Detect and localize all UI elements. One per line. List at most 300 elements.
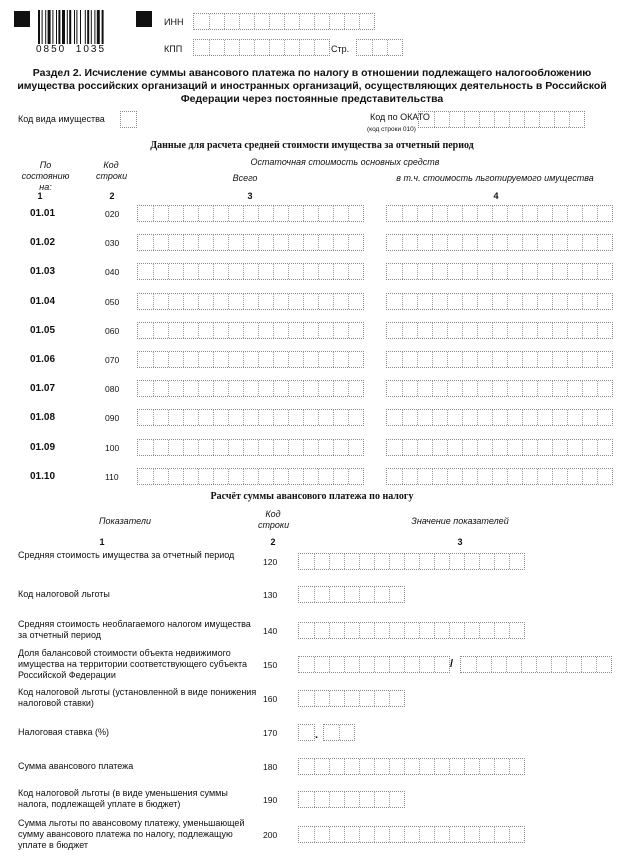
input-cell[interactable] [333,323,348,338]
input-cell[interactable] [522,294,537,309]
input-cell[interactable] [507,264,522,279]
input-cell[interactable] [492,440,507,455]
input-cell[interactable] [404,623,419,638]
input-cell[interactable] [299,40,314,55]
input-cell[interactable] [348,323,363,338]
input-cell[interactable] [494,112,509,127]
input-cell[interactable] [314,759,329,774]
input-cell[interactable] [522,381,537,396]
input-cell[interactable] [389,657,404,672]
input-cell[interactable] [318,206,333,221]
input-cell[interactable] [303,469,318,484]
input-cell[interactable] [462,469,477,484]
input-cell[interactable] [333,264,348,279]
input-cell[interactable] [359,691,374,706]
input-cell[interactable] [288,206,303,221]
input-cell[interactable] [314,554,329,569]
input-cell[interactable] [359,623,374,638]
input-cell[interactable] [402,264,417,279]
input-cell[interactable] [552,294,567,309]
input-cell[interactable] [372,40,387,55]
input-cell[interactable] [552,410,567,425]
input-cell[interactable] [461,657,476,672]
input-cell[interactable] [432,235,447,250]
value-field[interactable] [298,758,525,775]
input-cell[interactable] [507,294,522,309]
input-cell[interactable] [462,381,477,396]
input-cell[interactable] [288,469,303,484]
input-cell[interactable] [243,381,258,396]
exempt-value-field[interactable] [386,205,613,222]
input-cell[interactable] [329,792,344,807]
input-cell[interactable] [419,623,434,638]
input-cell[interactable] [324,725,339,740]
input-cell[interactable] [447,294,462,309]
input-cell[interactable] [419,112,434,127]
input-cell[interactable] [318,235,333,250]
input-cell[interactable] [198,469,213,484]
input-cell[interactable] [239,14,254,29]
input-cell[interactable] [389,691,404,706]
input-cell[interactable] [477,469,492,484]
input-cell[interactable] [537,352,552,367]
input-cell[interactable] [138,410,153,425]
input-cell[interactable] [417,381,432,396]
input-cell[interactable] [492,469,507,484]
input-cell[interactable] [404,827,419,842]
input-cell[interactable] [491,657,506,672]
input-cell[interactable] [333,294,348,309]
input-cell[interactable] [464,759,479,774]
input-cell[interactable] [522,469,537,484]
input-cell[interactable] [258,440,273,455]
input-cell[interactable] [273,440,288,455]
input-cell[interactable] [183,352,198,367]
input-cell[interactable] [387,323,402,338]
total-value-field[interactable] [137,234,364,251]
input-cell[interactable] [402,352,417,367]
input-cell[interactable] [344,792,359,807]
input-cell[interactable] [359,587,374,602]
input-cell[interactable] [387,352,402,367]
input-cell[interactable] [198,440,213,455]
input-cell[interactable] [402,469,417,484]
input-cell[interactable] [273,206,288,221]
input-cell[interactable] [447,381,462,396]
input-cell[interactable] [333,206,348,221]
input-cell[interactable] [153,294,168,309]
input-cell[interactable] [477,352,492,367]
input-cell[interactable] [318,440,333,455]
input-cell[interactable] [243,264,258,279]
input-cell[interactable] [243,206,258,221]
input-cell[interactable] [344,691,359,706]
input-cell[interactable] [447,323,462,338]
input-cell[interactable] [447,469,462,484]
exempt-value-field[interactable] [386,234,613,251]
input-cell[interactable] [333,381,348,396]
input-cell[interactable] [374,554,389,569]
input-cell[interactable] [447,264,462,279]
input-cell[interactable] [567,440,582,455]
input-cell[interactable] [402,381,417,396]
input-cell[interactable] [198,294,213,309]
input-cell[interactable] [597,352,612,367]
input-cell[interactable] [464,112,479,127]
input-cell[interactable] [329,14,344,29]
input-cell[interactable] [522,352,537,367]
input-cell[interactable] [374,587,389,602]
input-cell[interactable] [228,381,243,396]
input-cell[interactable] [507,235,522,250]
input-cell[interactable] [273,352,288,367]
input-cell[interactable] [522,323,537,338]
input-cell[interactable] [417,440,432,455]
input-cell[interactable] [597,264,612,279]
input-cell[interactable] [344,657,359,672]
input-cell[interactable] [168,440,183,455]
input-cell[interactable] [213,381,228,396]
input-cell[interactable] [477,410,492,425]
total-value-field[interactable] [137,380,364,397]
input-cell[interactable] [314,40,329,55]
input-cell[interactable] [432,352,447,367]
input-cell[interactable] [537,264,552,279]
input-cell[interactable] [434,112,449,127]
input-cell[interactable] [419,657,434,672]
input-cell[interactable] [359,657,374,672]
input-cell[interactable] [258,469,273,484]
input-cell[interactable] [318,352,333,367]
input-cell[interactable] [567,352,582,367]
input-cell[interactable] [348,264,363,279]
input-cell[interactable] [183,381,198,396]
input-cell[interactable] [494,623,509,638]
input-cell[interactable] [582,264,597,279]
input-cell[interactable] [243,440,258,455]
input-cell[interactable] [509,827,524,842]
input-cell[interactable] [314,827,329,842]
input-cell[interactable] [492,206,507,221]
input-cell[interactable] [314,587,329,602]
value-field[interactable] [298,656,450,673]
input-cell[interactable] [389,587,404,602]
input-cell[interactable] [299,657,314,672]
input-cell[interactable] [432,323,447,338]
input-cell[interactable] [552,206,567,221]
value-field[interactable] [298,826,525,843]
input-cell[interactable] [402,206,417,221]
input-cell[interactable] [348,381,363,396]
input-cell[interactable] [318,323,333,338]
input-cell[interactable] [597,206,612,221]
input-cell[interactable] [213,323,228,338]
input-cell[interactable] [183,469,198,484]
input-cell[interactable] [492,410,507,425]
input-cell[interactable] [567,206,582,221]
input-cell[interactable] [213,410,228,425]
input-cell[interactable] [449,112,464,127]
input-cell[interactable] [348,206,363,221]
input-cell[interactable] [213,440,228,455]
input-cell[interactable] [273,469,288,484]
input-cell[interactable] [402,294,417,309]
input-cell[interactable] [447,352,462,367]
input-cell[interactable] [507,352,522,367]
total-value-field[interactable] [137,439,364,456]
input-cell[interactable] [477,264,492,279]
exempt-value-field[interactable] [386,380,613,397]
input-cell[interactable] [303,206,318,221]
input-cell[interactable] [597,469,612,484]
input-cell[interactable] [228,410,243,425]
inn-field[interactable] [193,13,375,30]
input-cell[interactable] [198,323,213,338]
input-cell[interactable] [492,352,507,367]
input-cell[interactable] [198,352,213,367]
exempt-value-field[interactable] [386,468,613,485]
input-cell[interactable] [243,235,258,250]
input-cell[interactable] [567,469,582,484]
input-cell[interactable] [329,759,344,774]
input-cell[interactable] [344,14,359,29]
input-cell[interactable] [344,554,359,569]
input-cell[interactable] [387,469,402,484]
input-cell[interactable] [582,294,597,309]
input-cell[interactable] [417,206,432,221]
input-cell[interactable] [582,440,597,455]
exempt-value-field[interactable] [386,351,613,368]
input-cell[interactable] [209,14,224,29]
input-cell[interactable] [449,759,464,774]
input-cell[interactable] [509,554,524,569]
input-cell[interactable] [494,759,509,774]
input-cell[interactable] [507,323,522,338]
input-cell[interactable] [299,759,314,774]
input-cell[interactable] [597,410,612,425]
input-cell[interactable] [168,381,183,396]
input-cell[interactable] [224,40,239,55]
input-cell[interactable] [333,352,348,367]
input-cell[interactable] [492,264,507,279]
input-cell[interactable] [552,235,567,250]
input-cell[interactable] [374,623,389,638]
input-cell[interactable] [348,294,363,309]
total-value-field[interactable] [137,468,364,485]
input-cell[interactable] [284,40,299,55]
input-cell[interactable] [462,235,477,250]
input-cell[interactable] [284,14,299,29]
input-cell[interactable] [492,381,507,396]
input-cell[interactable] [209,40,224,55]
input-cell[interactable] [449,827,464,842]
input-cell[interactable] [318,264,333,279]
input-cell[interactable] [329,623,344,638]
input-cell[interactable] [314,623,329,638]
input-cell[interactable] [288,235,303,250]
input-cell[interactable] [288,264,303,279]
input-cell[interactable] [333,440,348,455]
input-cell[interactable] [479,623,494,638]
input-cell[interactable] [387,206,402,221]
input-cell[interactable] [138,323,153,338]
input-cell[interactable] [299,623,314,638]
input-cell[interactable] [213,294,228,309]
input-cell[interactable] [522,206,537,221]
input-cell[interactable] [537,323,552,338]
input-cell[interactable] [434,759,449,774]
input-cell[interactable] [314,14,329,29]
input-cell[interactable] [387,440,402,455]
input-cell[interactable] [402,410,417,425]
input-cell[interactable] [138,381,153,396]
input-cell[interactable] [506,657,521,672]
input-cell[interactable] [299,691,314,706]
input-cell[interactable] [387,410,402,425]
input-cell[interactable] [566,657,581,672]
input-cell[interactable] [404,554,419,569]
input-cell[interactable] [198,235,213,250]
input-cell[interactable] [168,264,183,279]
input-cell[interactable] [303,440,318,455]
input-cell[interactable] [537,410,552,425]
input-cell[interactable] [581,657,596,672]
input-cell[interactable] [389,623,404,638]
input-cell[interactable] [359,554,374,569]
input-cell[interactable] [404,657,419,672]
value-field[interactable] [460,656,612,673]
input-cell[interactable] [333,235,348,250]
input-cell[interactable] [552,352,567,367]
input-cell[interactable] [213,352,228,367]
input-cell[interactable] [477,294,492,309]
input-cell[interactable] [288,381,303,396]
input-cell[interactable] [521,657,536,672]
input-cell[interactable] [582,235,597,250]
input-cell[interactable] [524,112,539,127]
input-cell[interactable] [183,264,198,279]
input-cell[interactable] [303,264,318,279]
input-cell[interactable] [198,264,213,279]
input-cell[interactable] [273,381,288,396]
input-cell[interactable] [213,235,228,250]
input-cell[interactable] [299,725,314,740]
input-cell[interactable] [597,235,612,250]
input-cell[interactable] [168,323,183,338]
input-cell[interactable] [303,235,318,250]
input-cell[interactable] [387,294,402,309]
input-cell[interactable] [374,691,389,706]
exempt-value-field[interactable] [386,439,613,456]
input-cell[interactable] [183,440,198,455]
input-cell[interactable] [183,235,198,250]
input-cell[interactable] [389,759,404,774]
input-cell[interactable] [359,14,374,29]
input-cell[interactable] [344,827,359,842]
input-cell[interactable] [417,294,432,309]
input-cell[interactable] [389,554,404,569]
input-cell[interactable] [258,381,273,396]
input-cell[interactable] [299,792,314,807]
input-cell[interactable] [318,469,333,484]
total-value-field[interactable] [137,409,364,426]
input-cell[interactable] [387,381,402,396]
input-cell[interactable] [432,294,447,309]
input-cell[interactable] [303,323,318,338]
input-cell[interactable] [138,469,153,484]
input-cell[interactable] [138,206,153,221]
input-cell[interactable] [419,827,434,842]
input-cell[interactable] [477,323,492,338]
input-cell[interactable] [273,235,288,250]
input-cell[interactable] [509,759,524,774]
input-cell[interactable] [288,440,303,455]
input-cell[interactable] [417,469,432,484]
input-cell[interactable] [258,410,273,425]
input-cell[interactable] [432,469,447,484]
input-cell[interactable] [153,323,168,338]
input-cell[interactable] [389,827,404,842]
input-cell[interactable] [153,410,168,425]
input-cell[interactable] [288,323,303,338]
total-value-field[interactable] [137,205,364,222]
input-cell[interactable] [417,264,432,279]
input-cell[interactable] [138,294,153,309]
input-cell[interactable] [228,235,243,250]
input-cell[interactable] [537,381,552,396]
input-cell[interactable] [582,352,597,367]
input-cell[interactable] [597,381,612,396]
input-cell[interactable] [228,323,243,338]
input-cell[interactable] [522,235,537,250]
input-cell[interactable] [389,792,404,807]
input-cell[interactable] [432,410,447,425]
input-cell[interactable] [402,323,417,338]
input-cell[interactable] [303,381,318,396]
input-cell[interactable] [537,294,552,309]
input-cell[interactable] [374,827,389,842]
input-cell[interactable] [273,410,288,425]
input-cell[interactable] [552,323,567,338]
input-cell[interactable] [168,352,183,367]
input-cell[interactable] [303,294,318,309]
input-cell[interactable] [329,691,344,706]
input-cell[interactable] [479,554,494,569]
input-cell[interactable] [153,381,168,396]
input-cell[interactable] [258,235,273,250]
input-cell[interactable] [537,469,552,484]
input-cell[interactable] [243,323,258,338]
input-cell[interactable] [258,352,273,367]
input-cell[interactable] [224,14,239,29]
input-cell[interactable] [288,294,303,309]
input-cell[interactable] [597,440,612,455]
input-cell[interactable] [402,235,417,250]
total-value-field[interactable] [137,322,364,339]
input-cell[interactable] [318,410,333,425]
input-cell[interactable] [339,725,354,740]
input-cell[interactable] [432,440,447,455]
input-cell[interactable] [434,657,449,672]
input-cell[interactable] [228,264,243,279]
input-cell[interactable] [344,759,359,774]
input-cell[interactable] [509,112,524,127]
input-cell[interactable] [348,469,363,484]
input-cell[interactable] [168,410,183,425]
input-cell[interactable] [404,759,419,774]
input-cell[interactable] [567,410,582,425]
input-cell[interactable] [168,469,183,484]
